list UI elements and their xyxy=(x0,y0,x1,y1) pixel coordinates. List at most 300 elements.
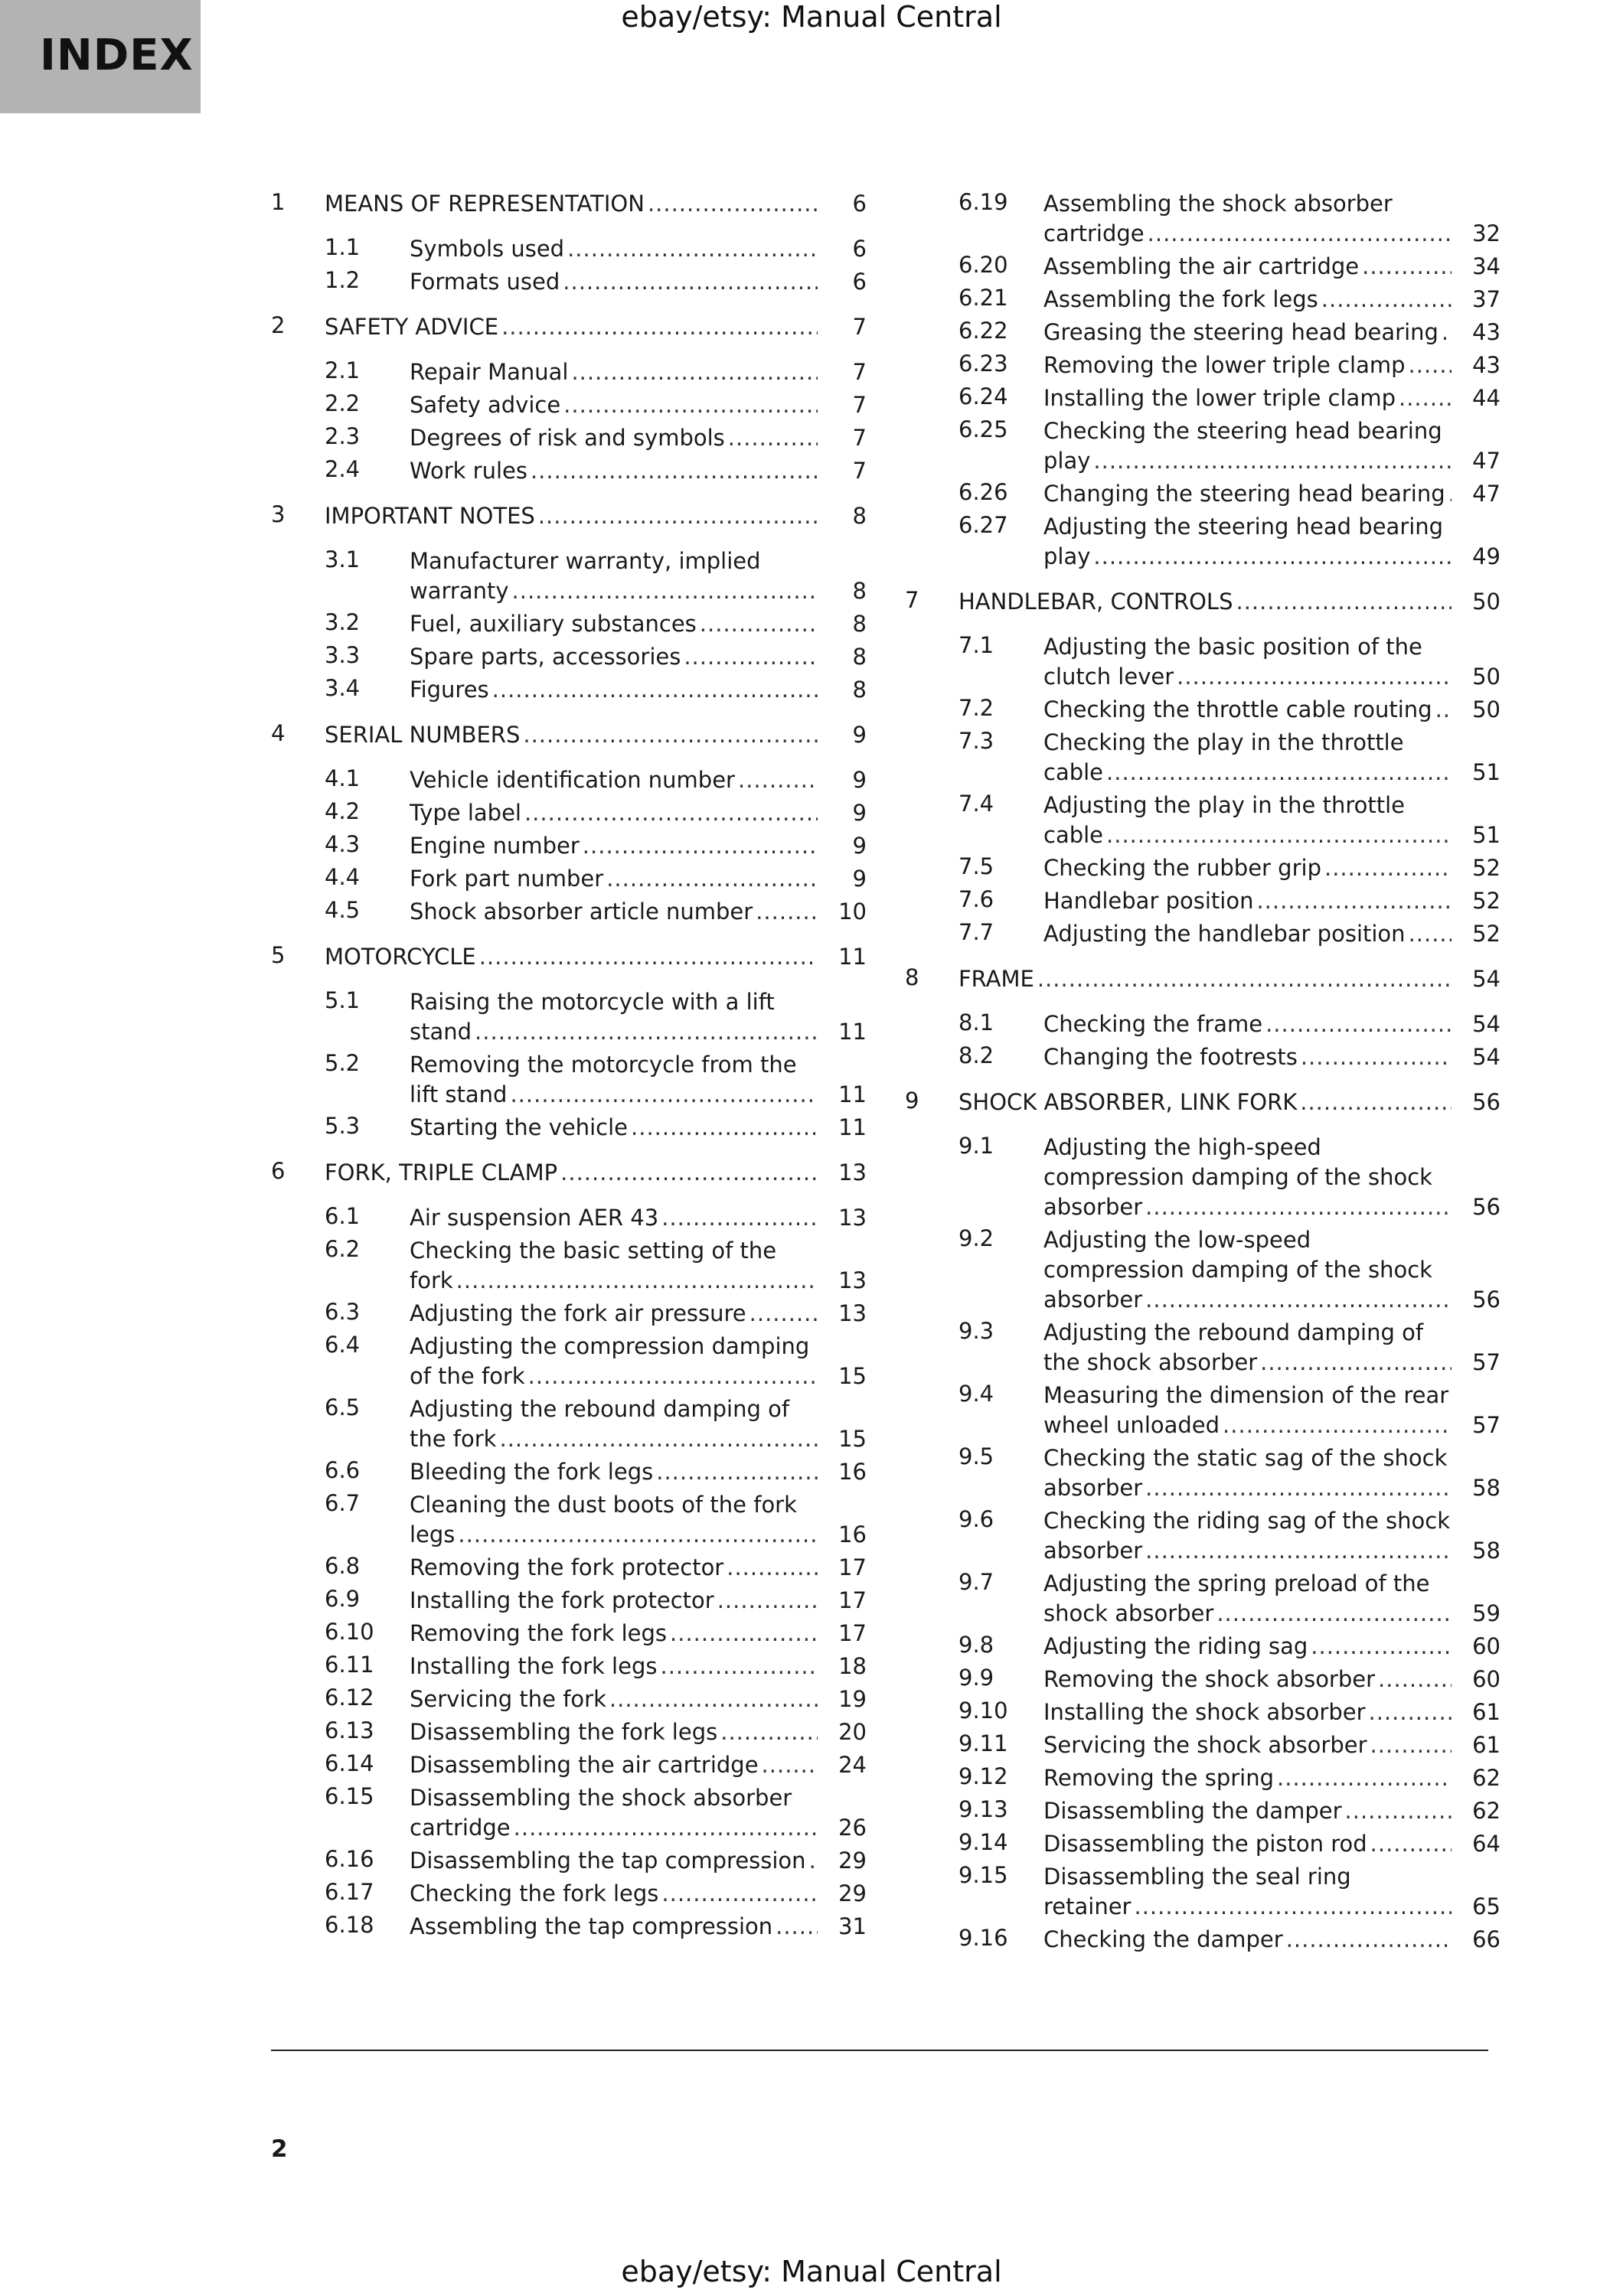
toc-entry-title: retainer xyxy=(1043,1893,1132,1919)
toc-section-entry[interactable] xyxy=(905,853,1501,883)
toc-chapter-entry[interactable] xyxy=(271,501,867,531)
page-ref: 29 xyxy=(838,1880,867,1906)
toc-chapter-entry[interactable] xyxy=(271,942,867,972)
toc-section-entry[interactable] xyxy=(905,1665,1501,1694)
page-ref: 49 xyxy=(1472,543,1501,569)
toc-entry-line xyxy=(410,1266,867,1296)
toc-section-entry[interactable] xyxy=(905,351,1501,380)
dot-leader xyxy=(563,267,818,297)
section-number: 6.9 xyxy=(325,1586,361,1612)
toc-entry-title: Checking the damper xyxy=(1043,1926,1283,1952)
page-ref: 10 xyxy=(838,899,867,925)
toc-entry-line xyxy=(1043,919,1501,949)
toc-section-entry[interactable] xyxy=(271,546,867,606)
toc-section-entry[interactable] xyxy=(271,1912,867,1942)
page-ref: 52 xyxy=(1472,888,1501,914)
toc-entry-title: Air suspension AER 43 xyxy=(410,1205,659,1231)
toc-section-entry[interactable] xyxy=(271,609,867,639)
toc-entry-title-line: Disassembling the seal ring xyxy=(1043,1864,1351,1890)
dot-leader xyxy=(501,312,818,342)
section-number: 9.11 xyxy=(958,1730,1008,1756)
toc-entry-line xyxy=(410,798,867,828)
toc-entry-line xyxy=(1043,662,1501,692)
section-number: 9.3 xyxy=(958,1318,994,1344)
toc-section-entry[interactable] xyxy=(905,479,1501,509)
toc-entry-line xyxy=(1043,1763,1501,1793)
toc-entry-line xyxy=(325,312,867,342)
toc-section-entry[interactable] xyxy=(905,1632,1501,1662)
section-number: 6.10 xyxy=(325,1619,374,1645)
toc-section-entry[interactable] xyxy=(271,1203,867,1233)
toc-section-entry[interactable] xyxy=(271,1619,867,1649)
chapter-number: 4 xyxy=(271,720,286,746)
page-ref: 58 xyxy=(1472,1475,1501,1501)
page-ref: 31 xyxy=(838,1913,867,1939)
page-ref: 8 xyxy=(852,677,867,703)
toc-entry-title-line: Adjusting the low-speed xyxy=(1043,1227,1311,1253)
toc-section-entry[interactable] xyxy=(271,1457,867,1487)
toc-entry-body xyxy=(410,1553,867,1583)
toc-section-entry[interactable] xyxy=(905,695,1501,725)
section-number: 3.1 xyxy=(325,546,361,572)
toc-section-entry[interactable] xyxy=(905,1925,1501,1955)
toc-entry-body xyxy=(1043,1829,1501,1859)
dot-leader xyxy=(475,1017,818,1047)
page-ref: 59 xyxy=(1472,1600,1501,1626)
toc-section-entry[interactable] xyxy=(271,357,867,387)
toc-entry-body xyxy=(1043,285,1501,315)
toc-entry-line xyxy=(410,1684,867,1714)
toc-section-entry[interactable] xyxy=(905,728,1501,788)
toc-entry-title: Checking the throttle cable routing xyxy=(1043,696,1432,722)
toc-entry-title-line: compression damping of the shock xyxy=(1043,1164,1432,1190)
toc-section-entry[interactable] xyxy=(905,383,1501,413)
page-ref: 62 xyxy=(1472,1798,1501,1824)
section-number: 8.1 xyxy=(958,1009,994,1035)
toc-section-entry[interactable] xyxy=(905,1569,1501,1629)
chapter-number: 8 xyxy=(905,964,919,990)
page-ref: 43 xyxy=(1472,352,1501,378)
toc-section-entry[interactable] xyxy=(905,416,1501,476)
toc-section-entry[interactable] xyxy=(905,1796,1501,1826)
toc-section-entry[interactable] xyxy=(905,1225,1501,1315)
dot-leader xyxy=(670,1619,818,1649)
dot-leader xyxy=(563,390,818,420)
page-ref: 11 xyxy=(838,1114,867,1140)
dot-leader xyxy=(1177,662,1452,692)
toc-entry-body xyxy=(410,1457,867,1487)
section-number: 9.5 xyxy=(958,1443,994,1469)
toc-section-entry[interactable] xyxy=(271,1586,867,1616)
toc-section-entry[interactable] xyxy=(905,886,1501,916)
toc-entry-title: Engine number xyxy=(410,833,580,859)
dot-leader xyxy=(661,1203,818,1233)
toc-entry-line xyxy=(410,1362,867,1391)
dot-leader xyxy=(528,1362,818,1391)
section-number: 6.14 xyxy=(325,1750,374,1776)
toc-entry-line xyxy=(410,831,867,861)
toc-entry-line xyxy=(1043,219,1501,249)
dot-leader xyxy=(738,765,818,795)
toc-chapter-entry[interactable] xyxy=(271,720,867,750)
section-number: 6.11 xyxy=(325,1652,374,1678)
toc-entry-body xyxy=(958,587,1501,617)
toc-section-entry[interactable] xyxy=(271,1652,867,1681)
page-ref: 17 xyxy=(838,1620,867,1646)
section-number: 9.16 xyxy=(958,1925,1008,1951)
page-ref: 61 xyxy=(1472,1699,1501,1725)
toc-entry-body xyxy=(1043,728,1501,788)
toc-chapter-entry[interactable] xyxy=(905,587,1501,617)
toc-entry-title: cable xyxy=(1043,759,1104,785)
toc-entry-title-line: Adjusting the play in the throttle xyxy=(1043,792,1406,818)
toc-entry-line xyxy=(1043,1285,1501,1315)
toc-entry-body xyxy=(410,234,867,264)
page-ref: 16 xyxy=(838,1459,867,1485)
toc-chapter-entry[interactable] xyxy=(905,964,1501,994)
toc-section-entry[interactable] xyxy=(905,1763,1501,1793)
toc-section-entry[interactable] xyxy=(271,987,867,1047)
toc-entry-title: SAFETY ADVICE xyxy=(325,314,499,340)
toc-entry-title: IMPORTANT NOTES xyxy=(325,503,535,529)
toc-section-entry[interactable] xyxy=(271,390,867,420)
page-number: 2 xyxy=(271,2135,288,2163)
section-number: 6.12 xyxy=(325,1684,374,1711)
dot-leader xyxy=(1324,853,1452,883)
toc-entry-title: absorber xyxy=(1043,1475,1143,1501)
page-ref: 47 xyxy=(1472,448,1501,474)
page-ref: 8 xyxy=(852,578,867,604)
toc-section-entry[interactable] xyxy=(905,919,1501,949)
toc-section-entry[interactable] xyxy=(905,1862,1501,1922)
toc-section-entry[interactable] xyxy=(271,1050,867,1110)
toc-entry-line xyxy=(1043,1042,1501,1072)
page-ref: 9 xyxy=(852,767,867,793)
toc-section-entry[interactable] xyxy=(271,1846,867,1876)
toc-section-entry[interactable] xyxy=(271,1879,867,1909)
section-number: 6.6 xyxy=(325,1457,361,1483)
toc-entry-title: cable xyxy=(1043,822,1104,848)
toc-section-entry[interactable] xyxy=(905,1133,1501,1222)
dot-leader xyxy=(1301,1042,1452,1072)
dot-leader xyxy=(1260,1348,1452,1378)
toc-entry-title: Fork part number xyxy=(410,866,604,892)
toc-entry-line xyxy=(410,1203,867,1233)
toc-entry-title-line: Checking the play in the throttle xyxy=(1043,729,1404,755)
page-ref: 9 xyxy=(852,722,867,748)
toc-section-entry[interactable] xyxy=(271,1553,867,1583)
toc-section-entry[interactable] xyxy=(905,1042,1501,1072)
chapter-number: 6 xyxy=(271,1158,286,1184)
toc-entry-body xyxy=(325,189,867,219)
toc-entry-line xyxy=(410,1619,867,1649)
toc-section-entry[interactable] xyxy=(905,1506,1501,1566)
dot-leader xyxy=(1448,479,1452,509)
page-ref: 51 xyxy=(1472,822,1501,848)
dot-leader xyxy=(1093,542,1452,572)
toc-entry-line xyxy=(410,234,867,264)
toc-entry-title: Assembling the air cartridge xyxy=(1043,253,1360,279)
chapter-number: 3 xyxy=(271,501,286,527)
dot-leader xyxy=(1409,351,1452,380)
toc-entry-body xyxy=(1043,252,1501,282)
toc-section-entry[interactable] xyxy=(271,675,867,705)
dot-leader xyxy=(1145,1473,1452,1503)
dot-leader xyxy=(700,609,818,639)
toc-entry-title: play xyxy=(1043,448,1091,474)
dot-leader xyxy=(492,675,818,705)
toc-chapter-entry[interactable] xyxy=(905,1088,1501,1117)
toc-section-entry[interactable] xyxy=(271,1750,867,1780)
toc-entry-line xyxy=(1043,1892,1501,1922)
toc-entry-line xyxy=(1043,758,1501,788)
dot-leader xyxy=(560,1158,818,1188)
toc-entry-title: fork xyxy=(410,1267,453,1293)
dot-leader xyxy=(606,864,818,894)
section-number: 6.24 xyxy=(958,383,1008,409)
page-ref: 6 xyxy=(852,236,867,262)
toc-entry-title: Handlebar position xyxy=(1043,888,1254,914)
dot-leader xyxy=(1134,1892,1452,1922)
page-ref: 13 xyxy=(838,1159,867,1186)
dot-leader xyxy=(1399,383,1452,413)
toc-section-entry[interactable] xyxy=(905,1381,1501,1440)
toc-entry-body xyxy=(1043,318,1501,347)
toc-entry-title: Degrees of risk and symbols xyxy=(410,425,725,451)
page-ref: 8 xyxy=(852,644,867,670)
page-ref: 54 xyxy=(1472,966,1501,992)
page-ref: 37 xyxy=(1472,286,1501,312)
dot-leader xyxy=(1277,1763,1452,1793)
section-number: 9.7 xyxy=(958,1569,994,1595)
toc-entry-line xyxy=(1043,1665,1501,1694)
toc-entry-line xyxy=(410,1846,867,1876)
page-ref: 62 xyxy=(1472,1765,1501,1791)
section-number: 6.17 xyxy=(325,1879,374,1905)
dot-leader xyxy=(776,1912,818,1942)
toc-entry-body xyxy=(958,1088,1501,1117)
toc-entry-title: MOTORCYCLE xyxy=(325,944,476,970)
toc-entry-title: Removing the fork protector xyxy=(410,1554,724,1580)
toc-entry-body xyxy=(325,720,867,750)
page-ref: 57 xyxy=(1472,1349,1501,1375)
toc-entry-title: Installing the shock absorber xyxy=(1043,1699,1366,1725)
toc-section-entry[interactable] xyxy=(905,1443,1501,1503)
section-number: 9.4 xyxy=(958,1381,994,1407)
page-ref: 11 xyxy=(838,944,867,970)
toc-entry-body xyxy=(410,1332,867,1391)
toc-entry-title: Work rules xyxy=(410,458,527,484)
toc-section-entry[interactable] xyxy=(271,234,867,264)
toc-entry-line xyxy=(1043,252,1501,282)
toc-entry-body xyxy=(410,1912,867,1942)
toc-section-entry[interactable] xyxy=(271,267,867,297)
section-number: 9.6 xyxy=(958,1506,994,1532)
dot-leader xyxy=(648,189,818,219)
toc-right-column xyxy=(905,189,1501,1958)
toc-section-entry[interactable] xyxy=(271,1490,867,1550)
toc-entry-line xyxy=(325,720,867,750)
toc-section-entry[interactable] xyxy=(905,1318,1501,1378)
page-ref: 24 xyxy=(838,1752,867,1778)
toc-section-entry[interactable] xyxy=(271,1684,867,1714)
toc-entry-title: play xyxy=(1043,543,1091,569)
dot-leader xyxy=(1311,1632,1452,1662)
toc-entry-line xyxy=(410,1912,867,1942)
page-ref: 56 xyxy=(1472,1089,1501,1115)
toc-section-entry[interactable] xyxy=(271,1394,867,1454)
dot-leader xyxy=(514,1813,818,1843)
toc-entry-title-line: Cleaning the dust boots of the fork xyxy=(410,1492,797,1518)
toc-entry-body xyxy=(410,1717,867,1747)
page-ref: 66 xyxy=(1472,1926,1501,1952)
toc-entry-line xyxy=(410,1586,867,1616)
toc-entry-line xyxy=(1043,1730,1501,1760)
section-number: 7.3 xyxy=(958,728,994,754)
page-ref: 7 xyxy=(852,392,867,418)
toc-entry-title: absorber xyxy=(1043,1194,1143,1220)
toc-entry-body xyxy=(410,897,867,927)
toc-entry-title: Spare parts, accessories xyxy=(410,644,681,670)
toc-section-entry[interactable] xyxy=(905,318,1501,347)
page-ref: 7 xyxy=(852,425,867,451)
section-number: 9.13 xyxy=(958,1796,1008,1822)
toc-chapter-entry[interactable] xyxy=(271,1158,867,1188)
toc-entry-title: Changing the footrests xyxy=(1043,1044,1298,1070)
toc-section-entry[interactable] xyxy=(905,285,1501,315)
toc-entry-title-line: Adjusting the rebound damping of xyxy=(410,1396,790,1422)
toc-section-entry[interactable] xyxy=(271,1236,867,1296)
toc-entry-line xyxy=(1043,853,1501,883)
toc-section-entry[interactable] xyxy=(271,1299,867,1329)
toc-section-entry[interactable] xyxy=(271,864,867,894)
chapter-number: 5 xyxy=(271,942,286,968)
dot-leader xyxy=(1223,1411,1452,1440)
toc-entry-line xyxy=(410,1750,867,1780)
toc-section-entry[interactable] xyxy=(905,1698,1501,1727)
toc-entry-body xyxy=(325,942,867,972)
toc-section-entry[interactable] xyxy=(271,1332,867,1391)
toc-entry-body xyxy=(1043,479,1501,509)
page-ref: 13 xyxy=(838,1300,867,1326)
dot-leader xyxy=(756,897,818,927)
section-number: 7.4 xyxy=(958,791,994,817)
toc-entry-line xyxy=(1043,479,1501,509)
dot-leader xyxy=(524,798,818,828)
toc-entry-title: Symbols used xyxy=(410,236,565,262)
toc-chapter-entry[interactable] xyxy=(271,189,867,219)
page-ref: 44 xyxy=(1472,385,1501,411)
section-number: 6.3 xyxy=(325,1299,361,1325)
page-ref: 51 xyxy=(1472,759,1501,785)
dot-leader xyxy=(1409,919,1452,949)
toc-section-entry[interactable] xyxy=(271,831,867,861)
toc-entry-body xyxy=(410,798,867,828)
dot-leader xyxy=(1370,1829,1452,1859)
toc-entry-title-line: Checking the static sag of the shock xyxy=(1043,1445,1448,1471)
toc-entry-title-line: Adjusting the steering head bearing xyxy=(1043,514,1444,540)
toc-entry-line xyxy=(1043,886,1501,916)
page-ref: 56 xyxy=(1472,1287,1501,1313)
toc-entry-title: Disassembling the tap compression xyxy=(410,1848,806,1874)
section-number: 3.3 xyxy=(325,642,361,668)
toc-section-entry[interactable] xyxy=(905,1829,1501,1859)
toc-entry-body xyxy=(1043,383,1501,413)
toc-entry-line xyxy=(1043,695,1501,725)
toc-entry-body xyxy=(410,609,867,639)
toc-chapter-entry[interactable] xyxy=(271,312,867,342)
dot-leader xyxy=(538,501,818,531)
toc-section-entry[interactable] xyxy=(905,189,1501,249)
toc-entry-line xyxy=(1043,1829,1501,1859)
toc-entry-title: cartridge xyxy=(410,1815,511,1841)
dot-leader xyxy=(1345,1796,1452,1826)
toc-section-entry[interactable] xyxy=(905,791,1501,850)
toc-section-entry[interactable] xyxy=(271,423,867,453)
toc-entry-title: lift stand xyxy=(410,1081,508,1107)
toc-entry-line xyxy=(410,1113,867,1143)
toc-section-entry[interactable] xyxy=(905,1730,1501,1760)
toc-entry-line xyxy=(410,1424,867,1454)
toc-section-entry[interactable] xyxy=(905,1009,1501,1039)
toc-entry-title-line: Checking the basic setting of the xyxy=(410,1238,777,1264)
toc-section-entry[interactable] xyxy=(905,632,1501,692)
page-ref: 61 xyxy=(1472,1732,1501,1758)
toc-section-entry[interactable] xyxy=(271,1717,867,1747)
toc-section-entry[interactable] xyxy=(271,1783,867,1843)
toc-entry-body xyxy=(1043,416,1501,476)
toc-entry-body xyxy=(1043,695,1501,725)
toc-entry-body xyxy=(410,1619,867,1649)
toc-entry-title: Removing the spring xyxy=(1043,1765,1275,1791)
dot-leader xyxy=(583,831,818,861)
dot-leader xyxy=(523,720,818,750)
toc-entry-title: Assembling the fork legs xyxy=(1043,286,1318,312)
toc-section-entry[interactable] xyxy=(905,252,1501,282)
toc-section-entry[interactable] xyxy=(271,798,867,828)
toc-section-entry[interactable] xyxy=(271,765,867,795)
section-number: 6.2 xyxy=(325,1236,361,1262)
dot-leader xyxy=(479,942,818,972)
dot-leader xyxy=(1378,1665,1452,1694)
toc-section-entry[interactable] xyxy=(271,642,867,672)
toc-entry-line xyxy=(958,964,1501,994)
toc-entry-body xyxy=(325,1158,867,1188)
section-number: 9.8 xyxy=(958,1632,994,1658)
toc-entry-body xyxy=(1043,189,1501,249)
toc-section-entry[interactable] xyxy=(271,897,867,927)
toc-section-entry[interactable] xyxy=(271,456,867,486)
dot-leader xyxy=(1145,1285,1452,1315)
toc-entry-body xyxy=(1043,1730,1501,1760)
page-ref: 50 xyxy=(1472,664,1501,690)
dot-leader xyxy=(1435,695,1452,725)
toc-section-entry[interactable] xyxy=(905,512,1501,572)
dot-leader xyxy=(1145,1536,1452,1566)
toc-entry-line xyxy=(410,1457,867,1487)
toc-entry-title: the shock absorber xyxy=(1043,1349,1258,1375)
toc-entry-body xyxy=(325,501,867,531)
toc-entry-title: cartridge xyxy=(1043,220,1145,246)
toc-entry-title: Removing the fork legs xyxy=(410,1620,668,1646)
section-number: 4.4 xyxy=(325,864,361,890)
toc-entry-title: absorber xyxy=(1043,1538,1143,1564)
dot-leader xyxy=(1106,820,1452,850)
toc-entry-line xyxy=(410,765,867,795)
toc-entry-body xyxy=(410,1236,867,1296)
dot-leader xyxy=(510,1080,818,1110)
toc-section-entry[interactable] xyxy=(271,1113,867,1143)
